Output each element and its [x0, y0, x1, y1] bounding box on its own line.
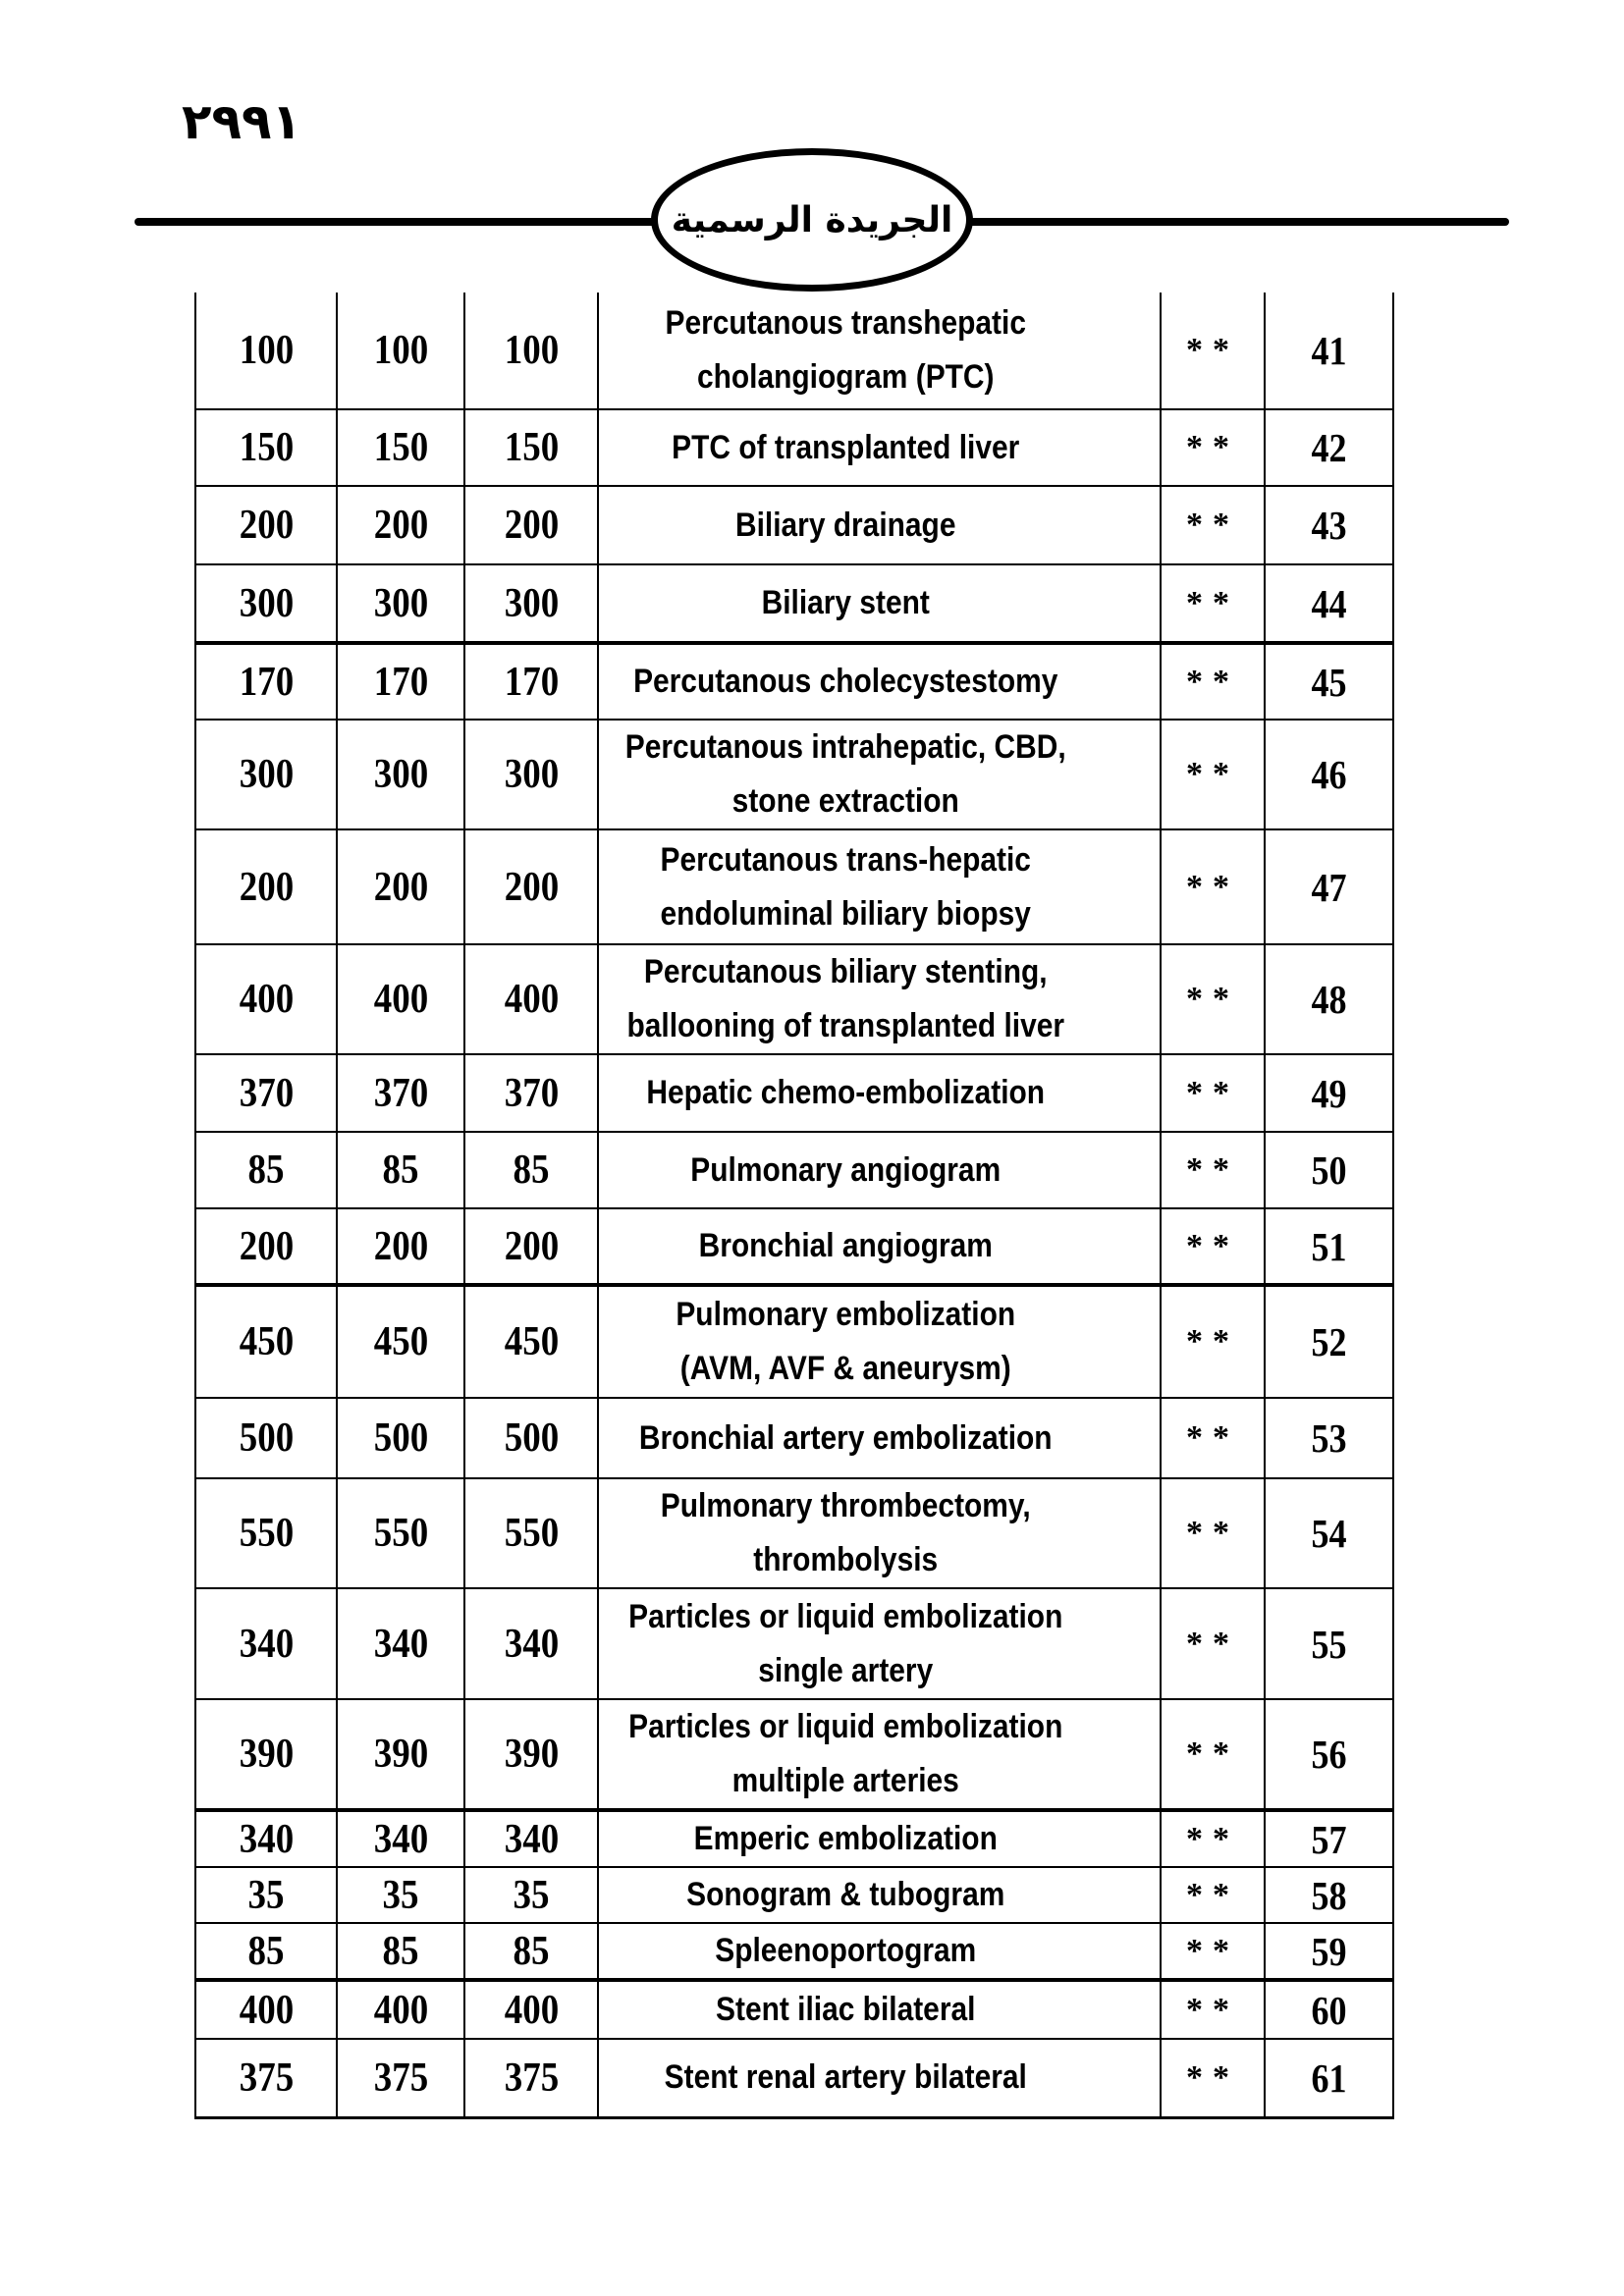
stars-cell: ** [1161, 1208, 1265, 1285]
row-number-cell: 59 [1265, 1923, 1393, 1980]
price-cell: 170 [337, 643, 464, 720]
table-row [195, 720, 1393, 829]
price-cell: 400 [337, 1980, 464, 2039]
price-cell: 390 [337, 1699, 464, 1810]
price-cell: 400 [195, 1980, 337, 2039]
price-cell: 300 [195, 564, 337, 643]
stars-cell: ** [1161, 293, 1265, 409]
price-cell: 500 [464, 1398, 598, 1478]
price-cell: 170 [464, 643, 598, 720]
price-cell: 390 [464, 1699, 598, 1810]
table-row [195, 1132, 1393, 1208]
price-cell: 340 [337, 1588, 464, 1699]
stars-cell: ** [1161, 486, 1265, 564]
fees-table [194, 293, 1394, 2119]
procedure-cell: Percutanous cholecystestomy [598, 643, 1161, 720]
stars-cell: ** [1161, 1054, 1265, 1132]
price-cell: 500 [195, 1398, 337, 1478]
price-cell: 200 [337, 1208, 464, 1285]
price-cell: 85 [195, 1132, 337, 1208]
row-number-cell: 41 [1265, 293, 1393, 409]
price-cell: 550 [464, 1478, 598, 1588]
stars-cell: ** [1161, 1699, 1265, 1810]
price-cell: 100 [337, 293, 464, 409]
price-cell: 450 [195, 1285, 337, 1398]
table-row [195, 829, 1393, 944]
price-cell: 400 [464, 1980, 598, 2039]
procedure-cell: Pulmonary angiogram [598, 1132, 1161, 1208]
price-cell: 100 [195, 293, 337, 409]
procedure-cell: Pulmonary thrombectomy, thrombolysis [598, 1478, 1161, 1588]
price-cell: 35 [195, 1867, 337, 1923]
procedure-cell: Hepatic chemo-embolization [598, 1054, 1161, 1132]
price-cell: 200 [464, 1208, 598, 1285]
price-cell: 150 [337, 409, 464, 486]
stars-cell: ** [1161, 1810, 1265, 1867]
price-cell: 370 [337, 1054, 464, 1132]
procedure-cell: Percutanous transhepatic cholangiogram (PTC) [598, 293, 1161, 409]
price-cell: 200 [337, 829, 464, 944]
stars-cell: ** [1161, 1398, 1265, 1478]
stars-cell: ** [1161, 1132, 1265, 1208]
table-row [195, 1867, 1393, 1923]
price-cell: 200 [464, 829, 598, 944]
row-number-cell: 53 [1265, 1398, 1393, 1478]
price-cell: 370 [195, 1054, 337, 1132]
stars-cell: ** [1161, 643, 1265, 720]
procedure-cell: Particles or liquid embolization multiple arteries [598, 1699, 1161, 1810]
price-cell: 100 [464, 293, 598, 409]
price-cell: 150 [464, 409, 598, 486]
row-number-cell: 57 [1265, 1810, 1393, 1867]
row-number-cell: 55 [1265, 1588, 1393, 1699]
price-cell: 300 [195, 720, 337, 829]
price-cell: 200 [464, 486, 598, 564]
table-row [195, 293, 1393, 409]
price-cell: 85 [464, 1923, 598, 1980]
table-row [195, 1054, 1393, 1132]
gazette-title-oval [651, 148, 973, 292]
row-number-cell: 52 [1265, 1285, 1393, 1398]
row-number-cell: 60 [1265, 1980, 1393, 2039]
table-row [195, 1398, 1393, 1478]
row-number-cell: 48 [1265, 944, 1393, 1054]
procedure-cell: Bronchial angiogram [598, 1208, 1161, 1285]
stars-cell: ** [1161, 1980, 1265, 2039]
procedure-cell: Particles or liquid embolization single artery [598, 1588, 1161, 1699]
stars-cell: ** [1161, 1478, 1265, 1588]
table-row [195, 1478, 1393, 1588]
price-cell: 375 [464, 2039, 598, 2117]
price-cell: 400 [195, 944, 337, 1054]
procedure-cell: PTC of transplanted liver [598, 409, 1161, 486]
price-cell: 375 [195, 2039, 337, 2117]
row-number-cell: 49 [1265, 1054, 1393, 1132]
price-cell: 150 [195, 409, 337, 486]
procedure-cell: Percutanous trans-hepatic endoluminal biliary biopsy [598, 829, 1161, 944]
table-row [195, 409, 1393, 486]
row-number-cell: 46 [1265, 720, 1393, 829]
procedure-cell: Sonogram & tubogram [598, 1867, 1161, 1923]
price-cell: 300 [337, 564, 464, 643]
price-cell: 170 [195, 643, 337, 720]
fees-table-body [195, 293, 1393, 2117]
price-cell: 85 [464, 1132, 598, 1208]
procedure-cell: Biliary drainage [598, 486, 1161, 564]
stars-cell: ** [1161, 1923, 1265, 1980]
price-cell: 370 [464, 1054, 598, 1132]
table-row [195, 486, 1393, 564]
row-number-cell: 50 [1265, 1132, 1393, 1208]
price-cell: 340 [195, 1810, 337, 1867]
row-number-cell: 51 [1265, 1208, 1393, 1285]
stars-cell: ** [1161, 2039, 1265, 2117]
table-row [195, 1285, 1393, 1398]
stars-cell: ** [1161, 564, 1265, 643]
page-number: ٢٩٩١ [182, 93, 302, 150]
price-cell: 550 [337, 1478, 464, 1588]
price-cell: 450 [337, 1285, 464, 1398]
procedure-cell: Percutanous biliary stenting, ballooning of transplanted liver [598, 944, 1161, 1054]
price-cell: 300 [464, 720, 598, 829]
row-number-cell: 44 [1265, 564, 1393, 643]
stars-cell: ** [1161, 1588, 1265, 1699]
price-cell: 390 [195, 1699, 337, 1810]
price-cell: 340 [337, 1810, 464, 1867]
row-number-cell: 61 [1265, 2039, 1393, 2117]
table-row [195, 1810, 1393, 1867]
price-cell: 300 [464, 564, 598, 643]
stars-cell: ** [1161, 409, 1265, 486]
table-row [195, 1588, 1393, 1699]
price-cell: 200 [195, 1208, 337, 1285]
stars-cell: ** [1161, 944, 1265, 1054]
table-row [195, 1208, 1393, 1285]
price-cell: 550 [195, 1478, 337, 1588]
row-number-cell: 45 [1265, 643, 1393, 720]
price-cell: 450 [464, 1285, 598, 1398]
procedure-cell: Spleenoportogram [598, 1923, 1161, 1980]
price-cell: 300 [337, 720, 464, 829]
row-number-cell: 47 [1265, 829, 1393, 944]
price-cell: 85 [195, 1923, 337, 1980]
price-cell: 200 [195, 829, 337, 944]
price-cell: 400 [464, 944, 598, 1054]
price-cell: 340 [464, 1810, 598, 1867]
table-row [195, 1699, 1393, 1810]
price-cell: 340 [464, 1588, 598, 1699]
row-number-cell: 56 [1265, 1699, 1393, 1810]
stars-cell: ** [1161, 1867, 1265, 1923]
table-row [195, 1923, 1393, 1980]
procedure-cell: Stent iliac bilateral [598, 1980, 1161, 2039]
row-number-cell: 43 [1265, 486, 1393, 564]
procedure-cell: Stent renal artery bilateral [598, 2039, 1161, 2117]
price-cell: 85 [337, 1923, 464, 1980]
table-row [195, 2039, 1393, 2117]
procedure-cell: Biliary stent [598, 564, 1161, 643]
price-cell: 500 [337, 1398, 464, 1478]
procedure-cell: Percutanous intrahepatic, CBD, stone extraction [598, 720, 1161, 829]
procedure-cell: Emperic embolization [598, 1810, 1161, 1867]
stars-cell: ** [1161, 1285, 1265, 1398]
gazette-title: الجريدة الرسمية [671, 199, 953, 240]
price-cell: 340 [195, 1588, 337, 1699]
procedure-cell: Pulmonary embolization (AVM, AVF & aneurysm) [598, 1285, 1161, 1398]
price-cell: 200 [337, 486, 464, 564]
table-row [195, 564, 1393, 643]
procedure-cell: Bronchial artery embolization [598, 1398, 1161, 1478]
price-cell: 400 [337, 944, 464, 1054]
table-row [195, 944, 1393, 1054]
row-number-cell: 42 [1265, 409, 1393, 486]
table-row [195, 1980, 1393, 2039]
price-cell: 375 [337, 2039, 464, 2117]
table-row [195, 643, 1393, 720]
price-cell: 35 [464, 1867, 598, 1923]
stars-cell: ** [1161, 720, 1265, 829]
row-number-cell: 58 [1265, 1867, 1393, 1923]
stars-cell: ** [1161, 829, 1265, 944]
price-cell: 85 [337, 1132, 464, 1208]
price-cell: 200 [195, 486, 337, 564]
row-number-cell: 54 [1265, 1478, 1393, 1588]
price-cell: 35 [337, 1867, 464, 1923]
